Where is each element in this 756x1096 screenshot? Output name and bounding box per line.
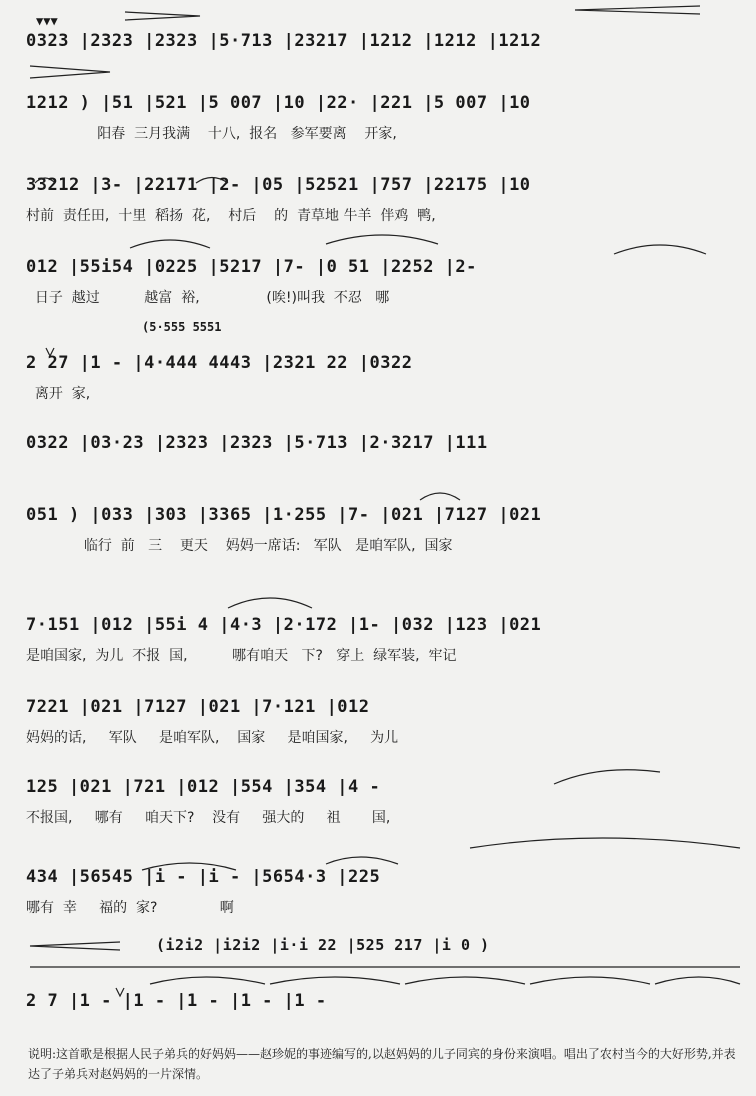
notes-line: 125 |021 |721 |012 |554 |354 |4 - bbox=[26, 777, 381, 797]
notes-line: 2 7 |1 - |1 - |1 - |1 - |1 - bbox=[26, 991, 327, 1011]
tie bbox=[655, 977, 740, 984]
notes-line: 2 27 |1 - |4·444 4443 |2321 22 |0322 bbox=[26, 353, 413, 373]
decrescendo-mark bbox=[30, 942, 120, 950]
notes-line: 051 ) |033 |303 |3365 |1·255 |7- |021 |7127 |021 bbox=[26, 505, 542, 525]
lyrics-line: 不报国, 哪有 咱天下? 没有 强大的 祖 国, bbox=[26, 810, 391, 826]
lyrics-line: 妈妈的话, 军队 是咱军队, 国家 是咱国家, 为儿 bbox=[26, 730, 399, 746]
upper-voice-notes: (i2i2 |i2i2 |i·i 22 |525 217 |i 0 ) bbox=[156, 936, 490, 954]
notes-line: 434 |56545 |i - |i - |5654·3 |225 bbox=[26, 867, 381, 887]
tie bbox=[270, 977, 400, 984]
lyrics-line: 临行 前 三 更天 妈妈一席话: 军队 是咱军队, 国家 bbox=[26, 538, 453, 554]
notes-line: 33212 |3- |22171 |2- |05 |52521 |757 |22175 |10 bbox=[26, 175, 531, 195]
lyrics-line: 哪有 幸 福的 家? 啊 bbox=[26, 900, 234, 916]
notes-line: 0323 |2323 |2323 |5·713 |23217 |1212 |1212 |1212 bbox=[26, 31, 542, 51]
slur bbox=[130, 240, 210, 248]
upper-voice-notes: (5·555 5551 bbox=[142, 320, 222, 334]
lyrics-line bbox=[26, 62, 756, 82]
accent-marks: ▼▼▼ bbox=[36, 14, 58, 28]
slur bbox=[420, 493, 460, 500]
lyrics-line: 日子 越过 越富 裕, (唉!)叫我 不忍 哪 bbox=[26, 290, 390, 306]
footnote-text: 说明:这首歌是根据人民子弟兵的好妈妈——赵珍妮的事迹编写的,以赵妈妈的儿子同宾的身份来演唱。唱出了农村当今的大好形势,并表达了子弟兵对赵妈妈的一片深情。 bbox=[28, 1047, 736, 1081]
slur bbox=[228, 598, 312, 608]
slur bbox=[470, 838, 740, 848]
tie bbox=[405, 977, 525, 984]
lyrics-line: 是咱国家, 为儿 不报 国, 哪有咱天 下? 穿上 绿军装, 牢记 bbox=[26, 648, 457, 664]
notes-line: 7221 |021 |7127 |021 |7·121 |012 bbox=[26, 697, 370, 717]
decrescendo-mark bbox=[575, 6, 700, 14]
notes-line: 7·151 |012 |55i 4 |4·3 |2·172 |1- |032 |123 |021 bbox=[26, 615, 542, 635]
crescendo-mark bbox=[125, 12, 200, 20]
lyrics-line: 阳春 三月我满 十八, 报名 参军要离 开家, bbox=[26, 126, 397, 142]
notes-line: 1212 ) |51 |521 |5 007 |10 |22· |221 |5 007 |10 bbox=[26, 93, 531, 113]
lyrics-line bbox=[26, 464, 756, 484]
slur bbox=[326, 235, 438, 244]
notes-line: 012 |55i54 |0225 |5217 |7- |0 51 |2252 |2- bbox=[26, 257, 477, 277]
tie bbox=[530, 977, 650, 984]
tie bbox=[150, 977, 265, 984]
lyrics-line: 离开 家, bbox=[26, 386, 91, 402]
lyrics-line: 村前 责任田, 十里 稻扬 花, 村后 的 青草地 牛羊 伴鸡 鸭, bbox=[26, 208, 436, 224]
notes-line: 0322 |03·23 |2323 |2323 |5·713 |2·3217 |111 bbox=[26, 433, 488, 453]
